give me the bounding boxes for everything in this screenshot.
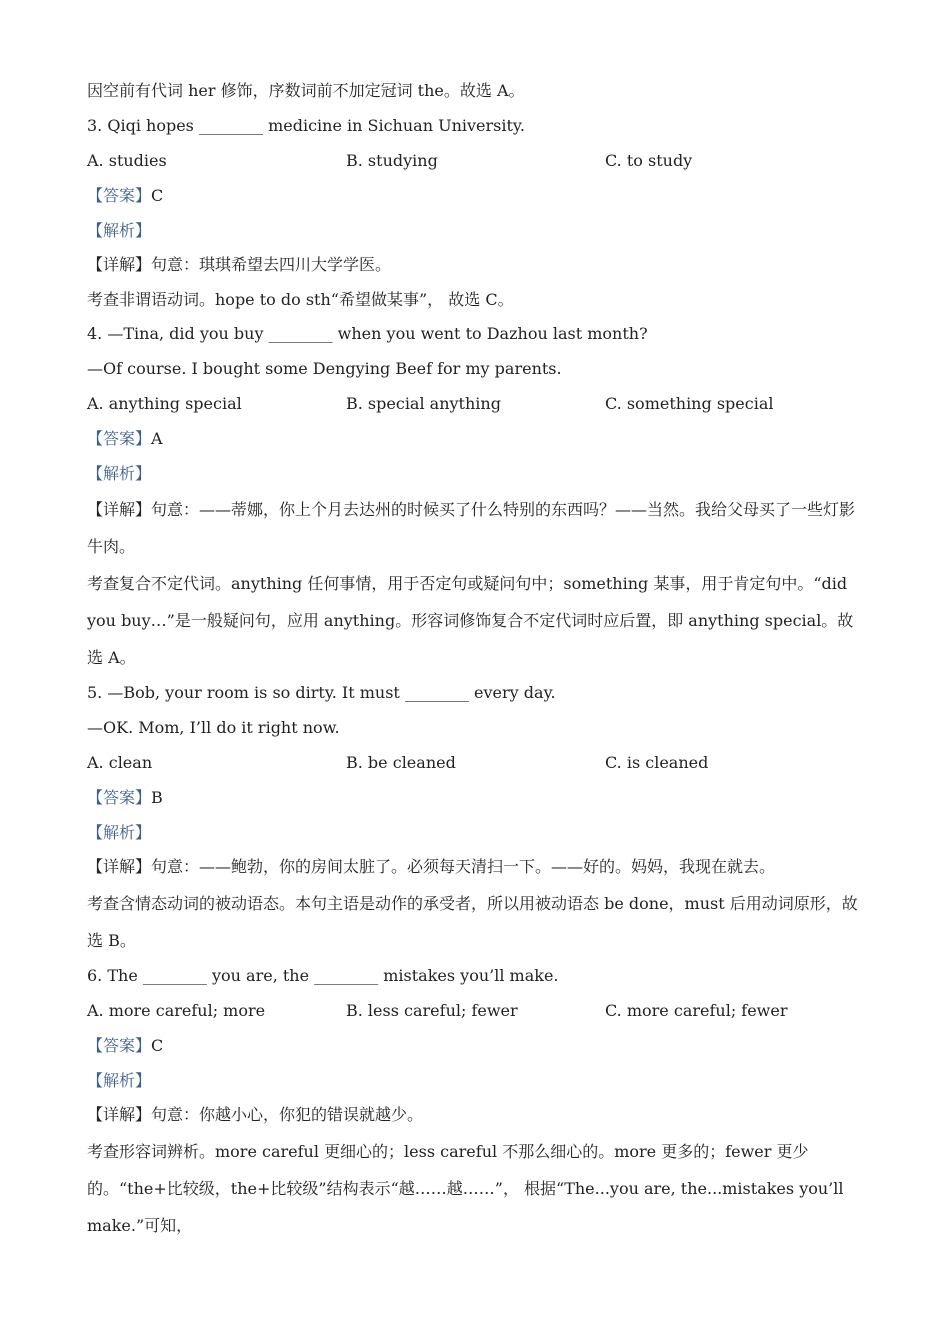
explanation-paragraph: 考查复合不定代词。anything 任何事情，用于否定句或疑问句中；something 某事，用于肯定句中。“did you buy…”是一般疑问句，应用 anything。形容词修饰复合不定代词时应后置，即 anything special。故选 A。 bbox=[87, 574, 854, 667]
answer-value: A bbox=[151, 429, 163, 448]
option-c: C. more careful; fewer bbox=[605, 1001, 788, 1020]
explanation-paragraph: 考查形容词辨析。more careful 更细心的；less careful 不那么细心的。more 更多的；fewer 更少的。“the+比较级，the+比较级”结构表示“越……越……”， 根据“The...you are, the...mistakes you’ll make.”可知， bbox=[87, 1141, 844, 1235]
option-b: B. special anything bbox=[346, 394, 501, 413]
answer-value: C bbox=[151, 186, 164, 205]
options-row bbox=[87, 386, 863, 421]
answer-line bbox=[87, 178, 863, 213]
option-b: B. less careful; fewer bbox=[346, 1001, 518, 1020]
question-stem: 4. —Tina, did you buy ________ when you went to Dazhou last month? bbox=[87, 324, 648, 343]
detail-line: 【详解】句意：琪琪希望去四川大学学医。 bbox=[87, 255, 392, 274]
answer-value: B bbox=[151, 788, 163, 807]
answer-tag: 【答案】 bbox=[87, 1036, 152, 1055]
answer-tag: 【答案】 bbox=[87, 429, 152, 448]
option-a: A. studies bbox=[87, 151, 167, 170]
question-stem: 5. —Bob, your room is so dirty. It must ________ every day. bbox=[87, 683, 556, 702]
option-c: C. something special bbox=[605, 394, 774, 413]
detail-line: 【详解】句意：——鲍勃，你的房间太脏了。必须每天清扫一下。——好的。妈妈，我现在就去。 bbox=[87, 857, 776, 876]
explanation-paragraph: 考查含情态动词的被动语态。本句主语是动作的承受者，所以用被动语态 be done，must 后用动词原形，故选 B。 bbox=[87, 893, 858, 950]
option-a: A. anything special bbox=[87, 394, 242, 413]
option-a: A. clean bbox=[87, 753, 153, 772]
answer-line bbox=[87, 780, 863, 815]
answer-line bbox=[87, 421, 863, 456]
analysis-tag: 【解析】 bbox=[87, 464, 152, 483]
option-c: C. is cleaned bbox=[605, 753, 709, 772]
answer-value: C bbox=[151, 1036, 164, 1055]
explanation-line: 考查非谓语动词。hope to do sth“希望做某事”， 故选 C。 bbox=[87, 289, 514, 309]
question-stem: 6. The ________ you are, the ________ mistakes you’ll make. bbox=[87, 965, 559, 985]
analysis-tag: 【解析】 bbox=[87, 1071, 152, 1090]
option-a: A. more careful; more bbox=[87, 1001, 266, 1020]
question-stem: 3. Qiqi hopes ________ medicine in Sichuan University. bbox=[87, 115, 525, 135]
intro-line: 因空前有代词 her 修饰，序数词前不加定冠词 the。故选 A。 bbox=[87, 81, 525, 100]
detail-paragraph: 【详解】句意：——蒂娜，你上个月去达州的时候买了什么特别的东西吗？——当然。我给父母买了一些灯影牛肉。 bbox=[87, 500, 856, 556]
question-reply: —OK. Mom, I’ll do it right now. bbox=[87, 717, 340, 737]
question-reply: —Of course. I bought some Dengying Beef for my parents. bbox=[87, 358, 562, 378]
analysis-tag: 【解析】 bbox=[87, 221, 152, 240]
options-row bbox=[87, 143, 863, 178]
options-row bbox=[87, 745, 863, 780]
document-page bbox=[87, 74, 863, 1244]
option-b: B. be cleaned bbox=[346, 753, 456, 772]
options-row bbox=[87, 993, 863, 1028]
answer-tag: 【答案】 bbox=[87, 186, 152, 205]
detail-line: 【详解】句意：你越小心，你犯的错误就越少。 bbox=[87, 1105, 424, 1124]
answer-tag: 【答案】 bbox=[87, 788, 152, 807]
analysis-tag: 【解析】 bbox=[87, 823, 152, 842]
option-b: B. studying bbox=[346, 151, 438, 170]
answer-line bbox=[87, 1028, 863, 1063]
option-c: C. to study bbox=[605, 151, 693, 170]
